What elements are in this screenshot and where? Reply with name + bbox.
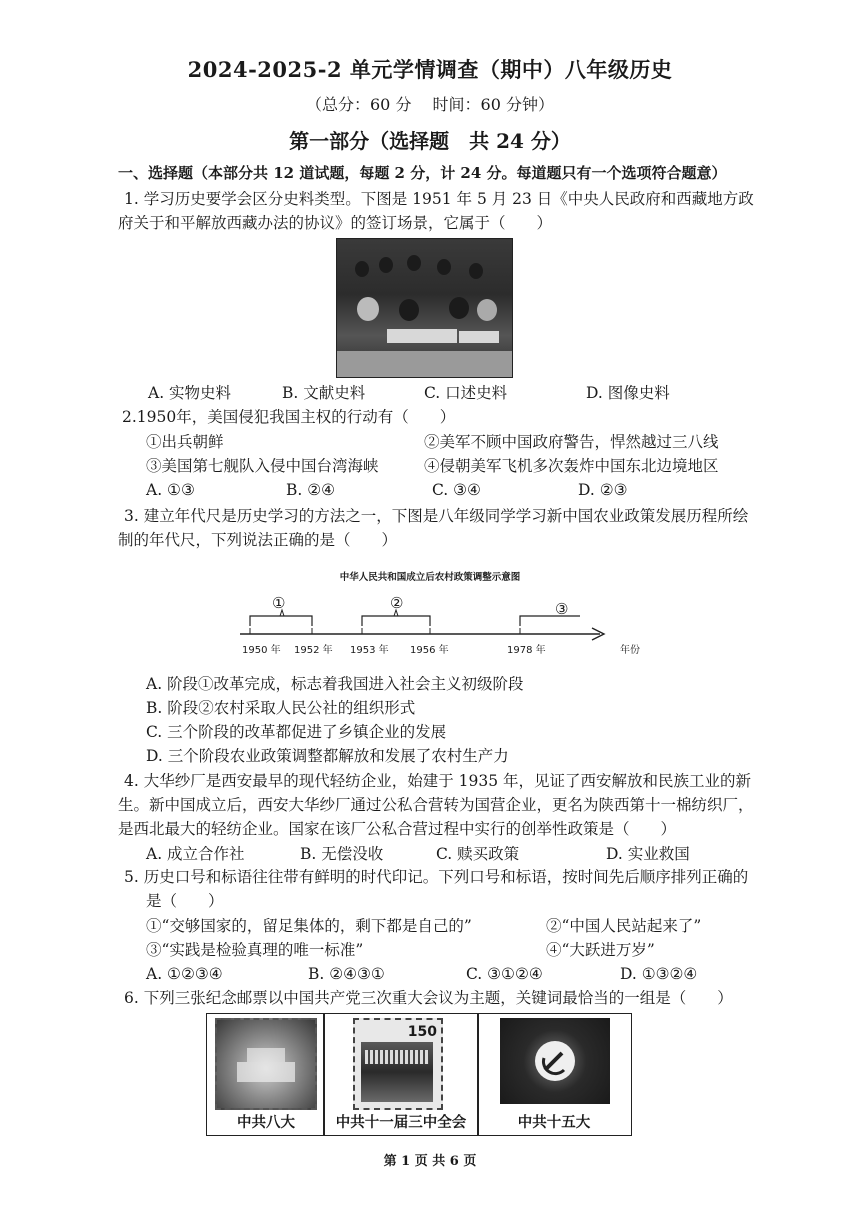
stamp-caption-3: 中共十五大 — [517, 1114, 591, 1131]
part-heading: 第一部分（选择题 共 24 分） — [289, 129, 571, 153]
stamp-fifteenth-congress-image — [500, 1018, 610, 1104]
q1-stem-line2: 府关于和平解放西藏办法的协议》的签订场景，它属于（ ） — [118, 214, 553, 232]
q5-option-a: A. ①②③④ — [146, 965, 223, 983]
q3-option-a: A. 阶段①改革完成，标志着我国进入社会主义初级阶段 — [146, 675, 524, 693]
q1-option-b: B. 文献史料 — [282, 384, 366, 402]
timeline-title: 中华人民共和国成立后农村政策调整示意图 — [339, 572, 521, 583]
q1-stem-line1: 1. 学习历史要学会区分史料类型。下图是 1951 年 5 月 23 日《中央人民政府和西藏地方政 — [124, 190, 754, 208]
q2-option-b: B. ②④ — [286, 481, 336, 499]
q1-option-d: D. 图像史料 — [586, 384, 670, 402]
year-1950: 1950 年 — [242, 645, 281, 656]
q1-option-a: A. 实物史料 — [148, 384, 232, 402]
q2-item-3: ③美国第七舰队入侵中国台湾海峡 — [146, 457, 379, 475]
stage-2-bracket — [362, 616, 430, 626]
stamp-third-plenum-image — [353, 1018, 443, 1110]
q4-stem-line2: 生。新中国成立后，西安大华纱厂通过公私合营转为国营企业，更名为陕西第十一棉纺织厂， — [118, 796, 754, 814]
q5-option-b: B. ②④③① — [308, 965, 385, 983]
q5-option-d: D. ①③②④ — [620, 965, 698, 983]
q3-stem-line2: 制的年代尺，下列说法正确的是（ ） — [118, 531, 398, 549]
treaty-signing-photo — [336, 238, 513, 378]
q5-item-1: ①“交够国家的，留足集体的，剩下都是自己的” — [146, 917, 472, 935]
year-1952: 1952 年 — [294, 645, 333, 656]
year-1953: 1953 年 — [350, 645, 389, 656]
q2-stem: 2.1950年，美国侵犯我国主权的行动有（ ） — [122, 408, 456, 426]
stamp-caption-1: 中共八大 — [237, 1114, 295, 1131]
q5-option-c: C. ③①②④ — [466, 965, 543, 983]
stamp-value: 150 — [407, 1024, 437, 1040]
q5-item-2: ②“中国人民站起来了” — [546, 917, 702, 935]
q4-stem-line1: 4. 大华纱厂是西安最早的现代轻纺企业，始建于 1935 年，见证了西安解放和民族工业的新 — [124, 772, 752, 790]
section-heading: 一、选择题（本部分共 12 道试题，每题 2 分，计 24 分。每道题只有一个选项符合题意） — [118, 164, 727, 182]
q4-option-d: D. 实业救国 — [606, 845, 690, 863]
exam-subtitle: （总分：60 分 时间：60 分钟） — [306, 95, 554, 114]
q5-stem-line1: 5. 历史口号和标语往往带有鲜明的时代印记。下列口号和标语，按时间先后顺序排列正确的 — [124, 868, 749, 886]
q5-stem-line2: 是（ ） — [146, 892, 224, 910]
year-1956: 1956 年 — [410, 645, 449, 656]
page-number: 第 1 页 共 6 页 — [383, 1154, 477, 1169]
stage-3-bracket — [520, 616, 580, 626]
year-1978: 1978 年 — [507, 645, 546, 656]
q2-option-c: C. ③④ — [432, 481, 481, 499]
q2-item-4: ④侵朝美军飞机多次轰炸中国东北边境地区 — [424, 457, 719, 475]
stamp-caption-2: 中共十一届三中全会 — [335, 1114, 467, 1131]
stage-2-label: ② — [390, 594, 404, 612]
q3-option-d: D. 三个阶段农业政策调整都解放和发展了农村生产力 — [146, 747, 509, 765]
stage-1-bracket — [250, 616, 312, 626]
q6-stem: 6. 下列三张纪念邮票以中国共产党三次重大会议为主题，关键词最恰当的一组是（ ） — [124, 989, 733, 1007]
q4-option-a: A. 成立合作社 — [146, 845, 245, 863]
q4-option-b: B. 无偿没收 — [300, 845, 384, 863]
q3-option-c: C. 三个阶段的改革都促进了乡镇企业的发展 — [146, 723, 447, 741]
stage-3-label: ③ — [555, 600, 569, 618]
q2-option-d: D. ②③ — [578, 481, 628, 499]
stage-1-label: ① — [272, 594, 286, 612]
q2-option-a: A. ①③ — [146, 481, 195, 499]
q2-item-1: ①出兵朝鲜 — [146, 433, 224, 451]
q3-option-b: B. 阶段②农村采取人民公社的组织形式 — [146, 699, 416, 717]
axis-label-year: 年份 — [620, 645, 640, 656]
q3-stem-line1: 3. 建立年代尺是历史学习的方法之一，下图是八年级同学学习新中国农业政策发展历程所绘 — [124, 507, 749, 525]
q4-option-c: C. 赎买政策 — [436, 845, 520, 863]
stamp-eighth-congress-image — [215, 1018, 317, 1110]
exam-title: 2024-2025-2 单元学情调查（期中）八年级历史 — [187, 57, 673, 82]
q5-item-3: ③“实践是检验真理的唯一标准” — [146, 941, 364, 959]
q4-stem-line3: 是西北最大的轻纺企业。国家在该厂公私合营过程中实行的创举性政策是（ ） — [118, 820, 677, 838]
q2-item-2: ②美军不顾中国政府警告，悍然越过三八线 — [424, 433, 719, 451]
q5-item-4: ④“大跃进万岁” — [546, 941, 655, 959]
q1-option-c: C. 口述史料 — [424, 384, 508, 402]
